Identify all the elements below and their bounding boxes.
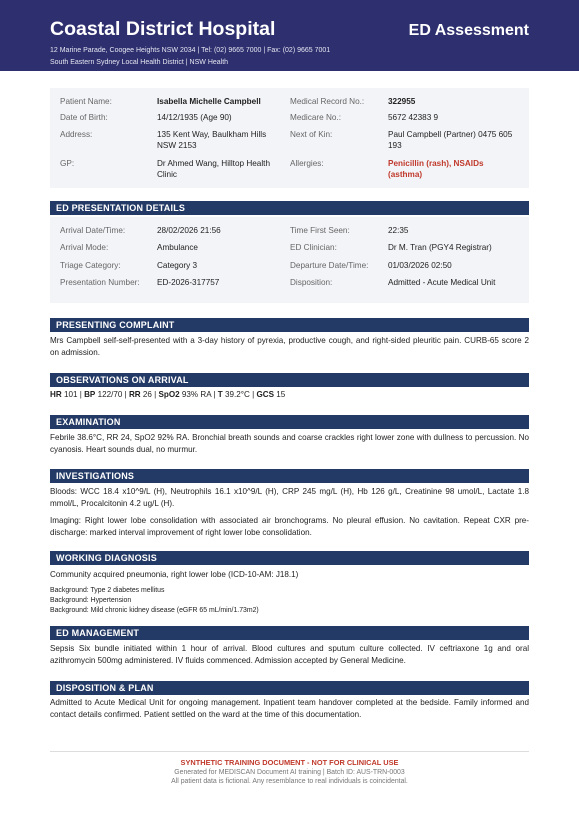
address-label: Address: <box>60 130 93 139</box>
patient-name: Isabella Michelle Campbell <box>157 97 261 106</box>
spo2-label: SpO2 <box>158 390 180 399</box>
hr-value: 101 <box>63 390 78 399</box>
gcs-value: 15 <box>276 390 286 399</box>
disposition-text: Admitted to Acute Medical Unit for ongoing management. Inpatient team handover completed at the bedside. Family informed and contact details confirmed. Patient settled on the ward at the time of this documentation. <box>50 698 529 719</box>
disposition-value: Admitted - Acute Medical Unit <box>388 278 496 287</box>
bp-label: BP <box>84 390 96 399</box>
rr-value: 26 <box>142 390 152 399</box>
nok-label: Next of Kin: <box>290 130 333 139</box>
obs-separator: | <box>154 390 157 399</box>
observations-line <box>50 389 529 401</box>
section-heading-examination: EXAMINATION <box>50 415 529 429</box>
temp-value: 39.2°C <box>224 390 250 399</box>
triage-value: Category 3 <box>157 261 198 270</box>
presentation-details-grid <box>50 217 529 303</box>
allergies-value: Penicillin (rash), NSAIDs (asthma) <box>388 159 484 179</box>
section-heading-investigations: INVESTIGATIONS <box>50 469 529 483</box>
mrn-value: 322955 <box>388 97 416 106</box>
hr-label: HR <box>50 390 62 399</box>
arrival-dt-value: 28/02/2026 21:56 <box>157 226 221 235</box>
synthetic-warning: SYNTHETIC TRAINING DOCUMENT - NOT FOR CLINICAL USE <box>180 758 399 767</box>
generation-note: Generated for MEDISCAN Document AI training | Batch ID: AUS-TRN-0003 <box>174 769 405 776</box>
gp-label: GP: <box>60 159 75 168</box>
first-seen-value: 22:35 <box>388 226 409 235</box>
temp-label: T <box>217 390 223 399</box>
departure-label: Departure Date/Time: <box>290 261 369 270</box>
pres-no-label: Presentation Number: <box>60 278 140 287</box>
document-header <box>0 0 579 71</box>
medicare-label: Medicare No.: <box>290 113 341 122</box>
dob-label: Date of Birth: <box>60 113 108 122</box>
diagnosis-background-item: Background: Type 2 diabetes mellitus <box>50 587 165 594</box>
obs-separator: | <box>213 390 216 399</box>
patient-details-grid <box>50 88 529 188</box>
diagnosis-background-item: Background: Mild chronic kidney disease (eGFR 65 mL/min/1.73m2) <box>50 607 259 614</box>
rr-label: RR <box>128 390 141 399</box>
document-title: ED Assessment <box>408 22 529 39</box>
gp-value: Dr Ahmed Wang, Hilltop Health Clinic <box>157 159 271 179</box>
section-heading-management: ED MANAGEMENT <box>50 626 529 640</box>
obs-separator: | <box>252 390 255 399</box>
disposition-label: Disposition: <box>290 278 333 287</box>
allergies-label: Allergies: <box>290 159 324 168</box>
obs-separator: | <box>79 390 82 399</box>
presenting-complaint-text: Mrs Campbell self-self-presented with a 3-day history of pyrexia, productive cough, and right-sided pleuritic pain. CURB-65 score 2 on admission. <box>50 336 529 357</box>
section-heading-diagnosis: WORKING DIAGNOSIS <box>50 551 529 565</box>
arrival-dt-label: Arrival Date/Time: <box>60 226 126 235</box>
departure-value: 01/03/2026 02:50 <box>388 261 452 270</box>
medicare-value: 5672 42383 9 <box>388 113 439 122</box>
hospital-address: 12 Marine Parade, Coogee Heights NSW 2034 | Tel: (02) 9665 7000 | Fax: (02) 9665 7001 <box>50 47 331 54</box>
spo2-value: 93% RA <box>181 390 212 399</box>
address-value: 135 Kent Way, Baulkham Hills NSW 2153 <box>157 130 267 150</box>
patient-name-label: Patient Name: <box>60 97 112 106</box>
investigations-bloods: Bloods: WCC 18.4 x10^9/L (H), Neutrophils 16.1 x10^9/L (H), CRP 245 mg/L (H), Hb 126 g/L, Creatinine 98 umol/L, Lactate 1.8 mmol/L, Procalcitonin 4.2 ug/L (H). <box>50 487 529 508</box>
nok-value: Paul Campbell (Partner) 0475 605 193 <box>388 130 513 150</box>
examination-text: Febrile 38.6°C, RR 24, SpO2 92% RA. Bronchial breath sounds and coarse crackles right lower zone with dullness to percussion. No cyanosis. Heart sounds dual, no murmur. <box>50 433 529 454</box>
hospital-name: Coastal District Hospital <box>50 18 276 40</box>
section-heading-disposition: DISPOSITION & PLAN <box>50 681 529 695</box>
mrn-label: Medical Record No.: <box>290 97 365 106</box>
section-heading-presenting-complaint: PRESENTING COMPLAINT <box>50 318 529 332</box>
diagnosis-background-item: Background: Hypertension <box>50 597 132 604</box>
pres-no-value: ED-2026-317757 <box>157 278 220 287</box>
obs-separator: | <box>124 390 127 399</box>
clinician-value: Dr M. Tran (PGY4 Registrar) <box>388 243 492 252</box>
arrival-mode-value: Ambulance <box>157 243 198 252</box>
footer-divider <box>50 751 529 752</box>
dob-value: 14/12/1935 (Age 90) <box>157 113 232 122</box>
section-heading-observations: OBSERVATIONS ON ARRIVAL <box>50 373 529 387</box>
bp-value: 122/70 <box>97 390 123 399</box>
health-district: South Eastern Sydney Local Health District | NSW Health <box>50 59 229 66</box>
gcs-label: GCS <box>256 390 274 399</box>
arrival-mode-label: Arrival Mode: <box>60 243 109 252</box>
diagnosis-primary: Community acquired pneumonia, right lower lobe (ICD-10-AM: J18.1) <box>50 570 299 579</box>
management-text: Sepsis Six bundle initiated within 1 hour of arrival. Blood cultures and sputum culture collected. IV ceftriaxone 1g and oral azithromycin 500mg administered. IV fluids commenced. Admission accepted by General Medicine. <box>50 644 529 665</box>
clinician-label: ED Clinician: <box>290 243 337 252</box>
first-seen-label: Time First Seen: <box>290 226 350 235</box>
investigations-imaging: Imaging: Right lower lobe consolidation with associated air bronchograms. No pleural effusion. No cavitation. Repeat CXR pre-discharge: marked interval improvement of right lower lobe consolidation. <box>50 516 529 537</box>
triage-label: Triage Category: <box>60 261 121 270</box>
fictional-disclaimer: All patient data is fictional. Any resemblance to real individuals is coincidental. <box>171 778 408 785</box>
section-heading-presentation: ED PRESENTATION DETAILS <box>50 201 529 215</box>
